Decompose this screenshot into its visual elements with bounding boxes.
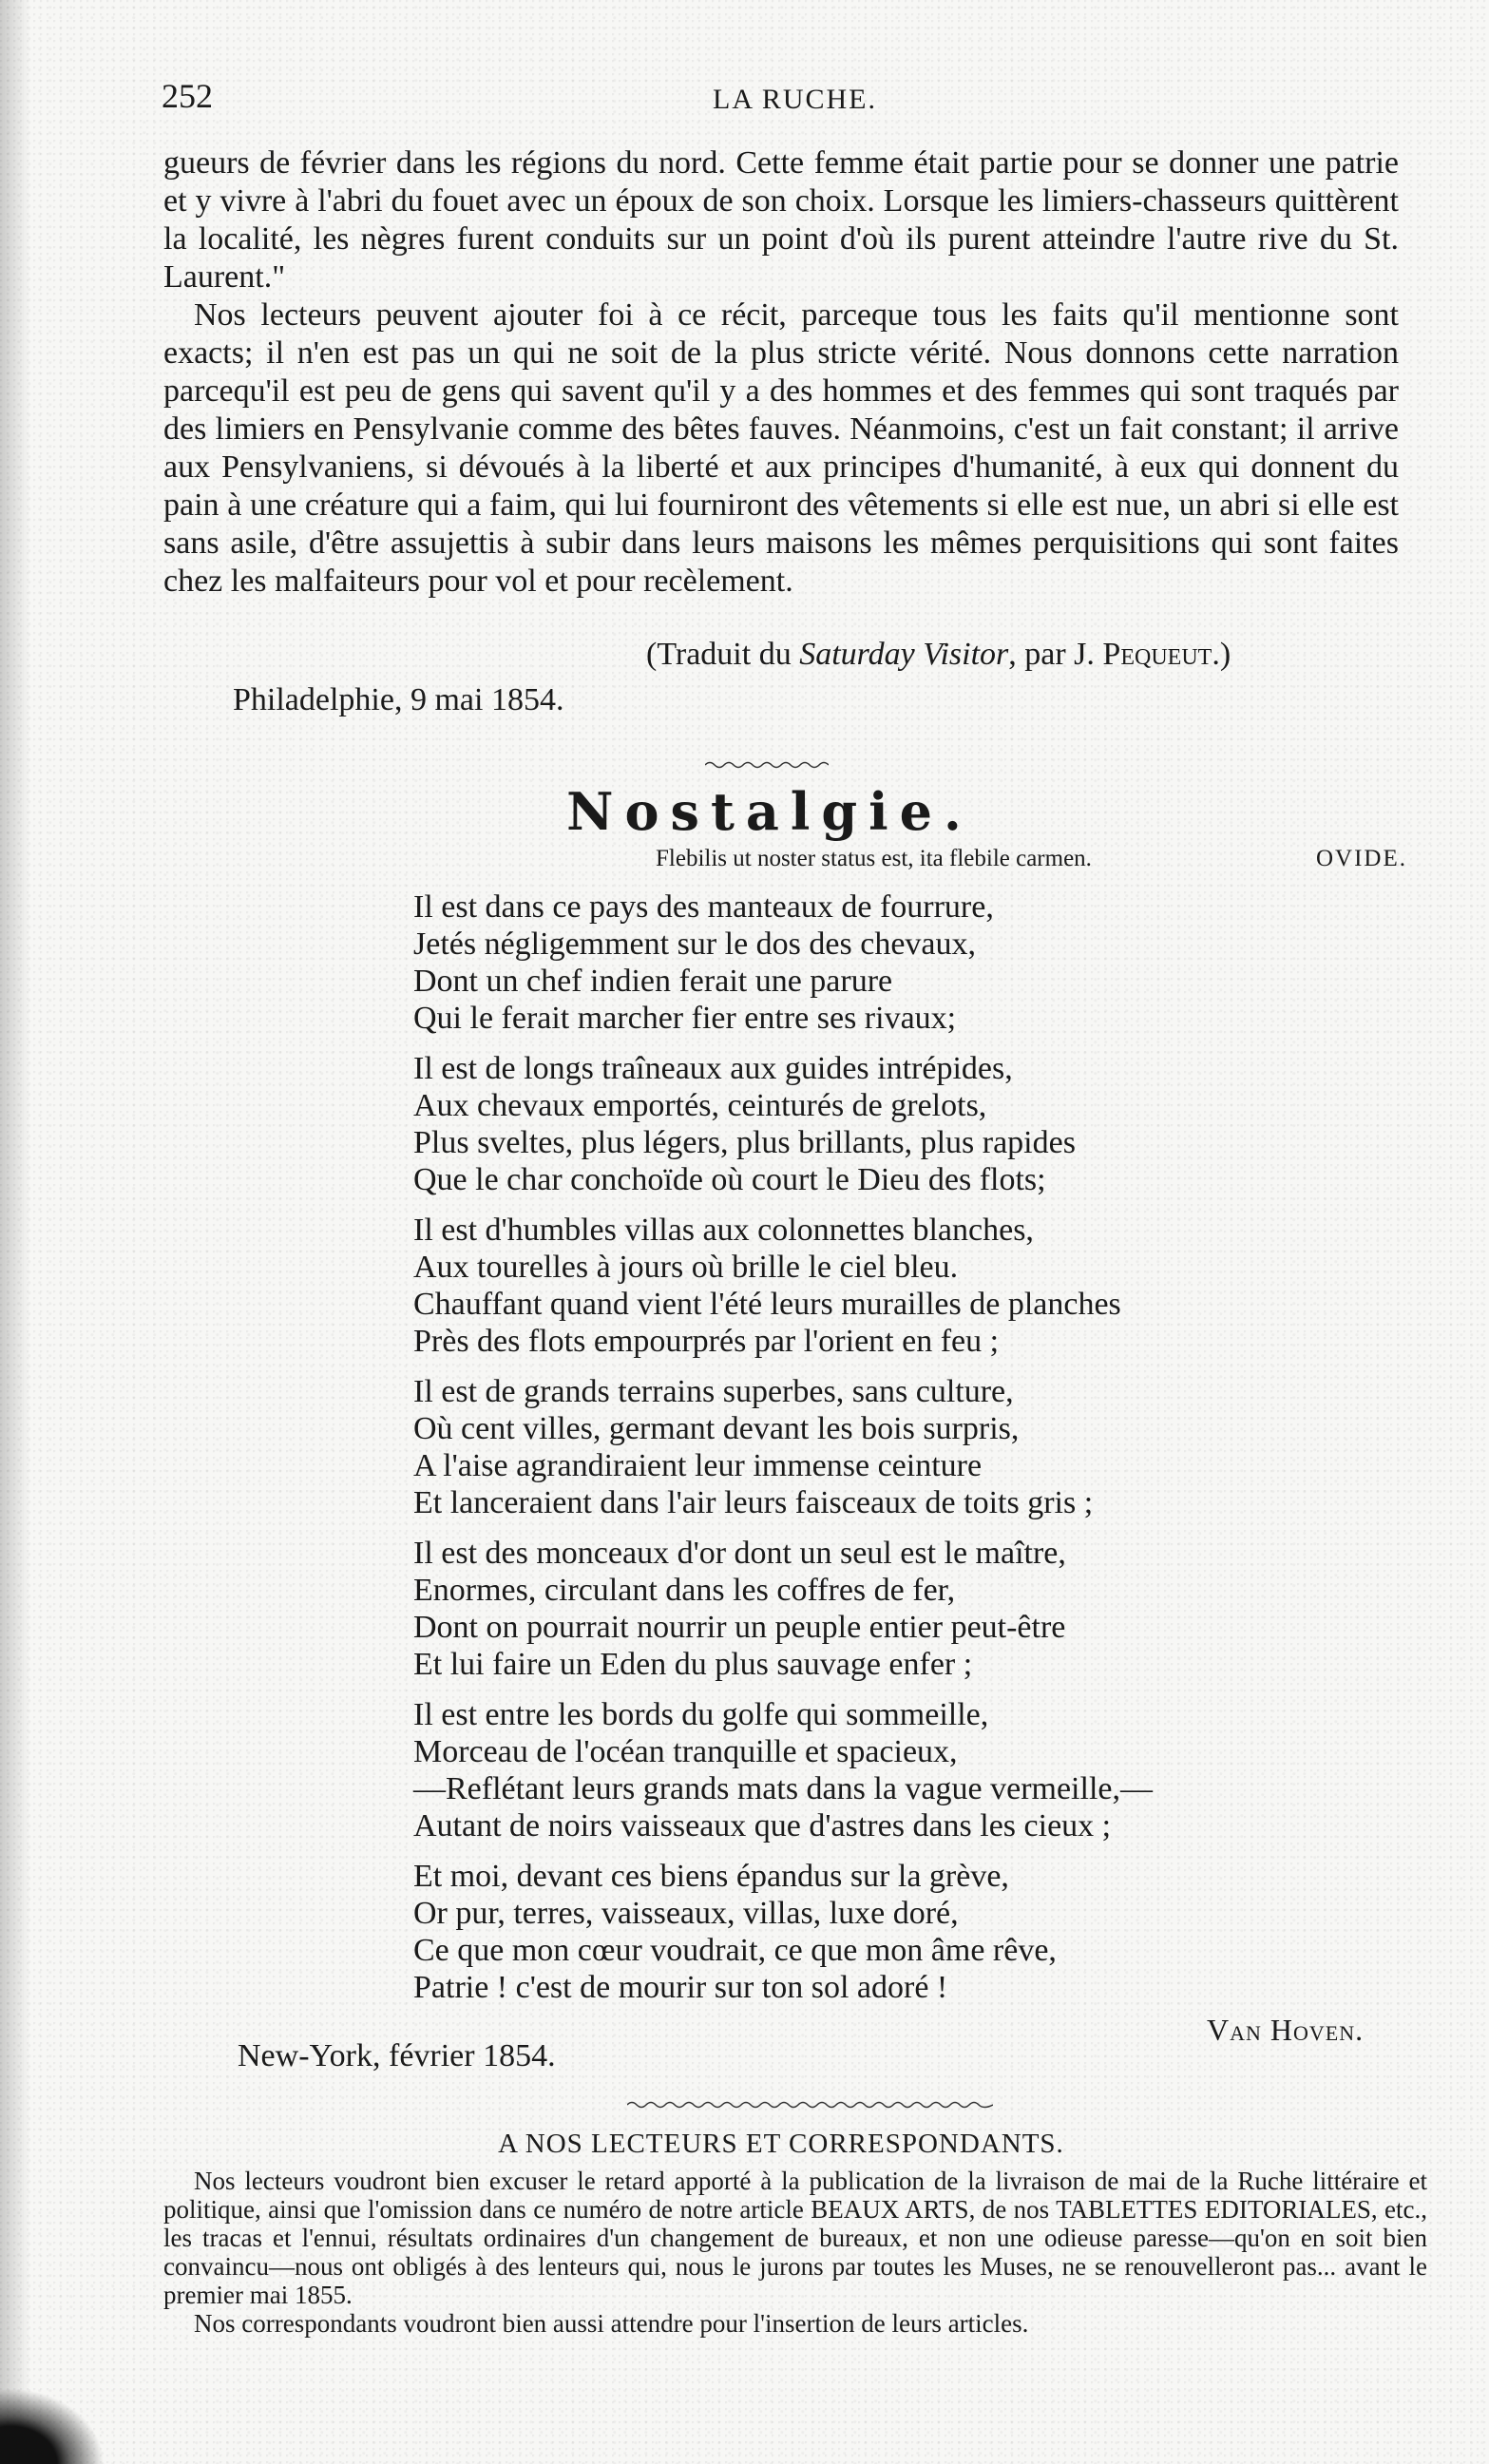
poem-line: Où cent villes, germant devant les bois surpris, (413, 1411, 1020, 1446)
poem-title: Nostalgie. (566, 781, 973, 842)
poem-body (413, 888, 1411, 2019)
article-paragraph: Nos lecteurs peuvent ajouter foi à ce récit, parceque tous les faits qu'il mentionne sont exacts; il n'en est pas un qui ne soit de la plus stricte vérité. Nous donnons cette narration parcequ'il est peu de gens qui savent qu'il y a des hommes et des femmes qui sont traqués par des limiers en Pensylvanie comme des bêtes fauves. Néanmoins, c'est un fait constant; il arrive aux Pensylvaniens, si dévoués à la liberté et aux principes d'humanité, à eux qui donnent du pain à une créature qui a faim, qui lui fourniront des vêtements si elle est nue, un abri si elle est sans asile, d'être assujettis à subir dans leurs maisons les mêmes perquisitions qui sont faites chez les malfaiteurs pour vol et pour recèlement. (163, 297, 1399, 599)
article-text (163, 144, 1399, 601)
page-header (162, 76, 1406, 124)
poem-line: Il est de grands terrains superbes, sans culture, (413, 1374, 1014, 1409)
poem-line: Et moi, devant ces biens épandus sur la grève, (413, 1859, 1009, 1894)
poem-dateline: New-York, février 1854. (238, 2038, 556, 2073)
poem-line: Ce que mon cœur voudrait, ce que mon âme rêve, (413, 1933, 1057, 1968)
poem-line: Qui le ferait marcher fier entre ses rivaux; (413, 1001, 957, 1036)
source-title: Saturday Visitor (799, 637, 1009, 672)
poem-line: Chauffant quand vient l'été leurs murailles de planches (413, 1287, 1121, 1322)
poem-line: Dont un chef indien ferait une parure (413, 964, 893, 999)
running-title: LA RUCHE. (713, 84, 878, 115)
poem-line: Morceau de l'océan tranquille et spacieux, (413, 1734, 958, 1769)
poem-line: A l'aise agrandiraient leur immense ceinture (413, 1448, 983, 1483)
poem-line: Il est entre les bords du golfe qui sommeille, (413, 1697, 989, 1732)
poem-line: Autant de noirs vaisseaux que d'astres dans les cieux ; (413, 1808, 1112, 1843)
poem-author: Van Hoven. (1207, 2013, 1365, 2047)
poem-stanza (413, 1535, 1411, 1683)
notice-text (163, 2167, 1427, 2338)
notice-paragraph: Nos lecteurs voudront bien excuser le retard apporté à la publication de la livraison de mai de la Ruche littéraire et politique, ainsi que l'omission dans ce numéro de notre article BEAUX ARTS, de nos TABLETTES EDITORIALES, etc., les tracas et l'ennui, résultats ordinaires d'un changement de bureaux, et non une odieuse paresse—qu'on en soit bien convaincu—nous ont obligés à des lenteurs qui, nous le jurons par toutes les Muses, ne se renouvelleront pas... avant le premier mai 1855. (163, 2167, 1427, 2309)
poem-line: Il est d'humbles villas aux colonnettes blanches, (413, 1213, 1034, 1248)
epigraph-author: OVIDE. (1316, 846, 1408, 871)
poem-line: Et lui faire un Eden du plus sauvage enfer ; (413, 1647, 973, 1682)
poem-line: Patrie ! c'est de mourir sur ton sol adoré ! (413, 1970, 948, 2005)
poem-stanza (413, 1373, 1411, 1521)
poem-line: Dont on pourrait nourrir un peuple entier peut-être (413, 1610, 1066, 1645)
poem-line: Que le char conchoïde où court le Dieu des flots; (413, 1162, 1046, 1197)
poem-line: Jetés négligemment sur le dos des chevaux, (413, 926, 977, 962)
poem-stanza (413, 888, 1411, 1037)
article-dateline: Philadelphie, 9 mai 1854. (233, 682, 564, 717)
translation-credit: (Traduit du Saturday Visitor, par J. Pequeut.) (646, 637, 1231, 672)
article-paragraph: gueurs de février dans les régions du nord. Cette femme était partie pour se donner une patrie et y vivre à l'abri du fouet avec un époux de son choix. Lorsque les limiers-chasseurs quittèrent la localité, les nègres furent conduits sur un point d'où ils purent atteindre l'autre rive du St. Laurent." (163, 145, 1399, 295)
poem-line: Et lanceraient dans l'air leurs faisceaux de toits gris ; (413, 1485, 1094, 1520)
poem-line: Près des flots empourprés par l'orient en feu ; (413, 1324, 1000, 1359)
section-divider (705, 760, 829, 770)
poem-line: Aux chevaux emportés, ceinturés de grelots, (413, 1088, 987, 1123)
translator-name: Pequeut (1102, 637, 1212, 672)
poem-line: Il est dans ce pays des manteaux de fourrure, (413, 889, 994, 925)
page-number: 252 (162, 77, 213, 115)
poem-line: Il est de longs traîneaux aux guides intrépides, (413, 1051, 1013, 1086)
page-edge-shadow (0, 0, 30, 2464)
ink-blot (0, 2388, 105, 2464)
section-divider (627, 2100, 993, 2110)
poem-line: Plus sveltes, plus légers, plus brillants, plus rapides (413, 1125, 1076, 1160)
notice-paragraph: Nos correspondants voudront bien aussi attendre pour l'insertion de leurs articles. (194, 2309, 1029, 2338)
poem-stanza (413, 1212, 1411, 1360)
poem-line: Or pur, terres, vaisseaux, villas, luxe doré, (413, 1896, 959, 1931)
poem-stanza (413, 1696, 1411, 1844)
poem-stanza (413, 1050, 1411, 1198)
poem-line: Aux tourelles à jours où brille le ciel bleu. (413, 1250, 959, 1285)
poem-line: —Reflétant leurs grands mats dans la vague vermeille,— (413, 1771, 1153, 1806)
poem-epigraph: Flebilis ut noster status est, ita flebile carmen. (656, 846, 1092, 871)
poem-line: Il est des monceaux d'or dont un seul est le maître, (413, 1536, 1066, 1571)
poem-line: Enormes, circulant dans les coffres de fer, (413, 1573, 956, 1608)
poem-stanza (413, 1858, 1411, 2006)
notice-heading: A NOS LECTEURS ET CORRESPONDANTS. (498, 2129, 1064, 2159)
